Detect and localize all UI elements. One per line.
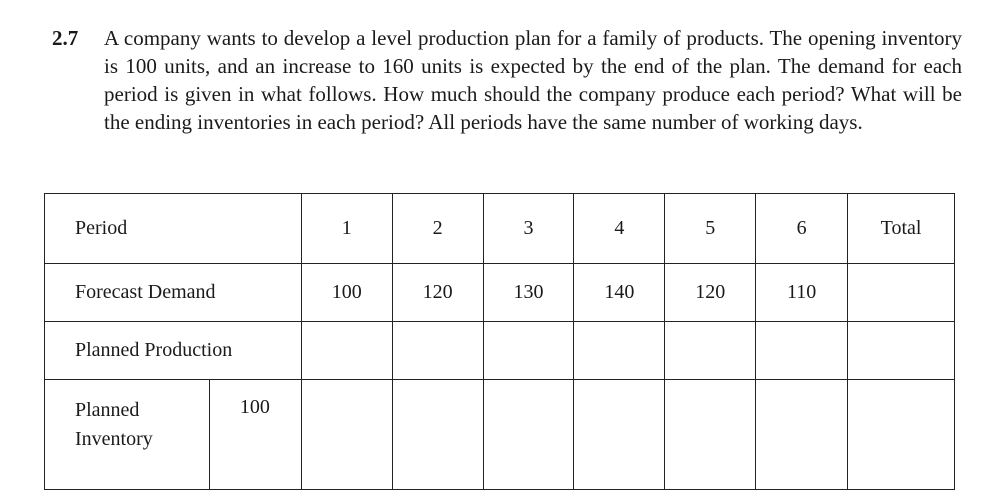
table-row-period bbox=[45, 194, 955, 264]
production-cell bbox=[574, 322, 665, 380]
forecast-cell: 110 bbox=[756, 264, 848, 322]
table-row-forecast bbox=[45, 264, 955, 322]
inventory-cell bbox=[756, 380, 848, 490]
period-cell: 4 bbox=[574, 194, 665, 264]
forecast-cell: 120 bbox=[392, 264, 483, 322]
inventory-label-line2: Inventory bbox=[75, 428, 153, 450]
production-label: Planned Production bbox=[45, 322, 302, 380]
forecast-cell: 100 bbox=[301, 264, 392, 322]
inventory-cell bbox=[392, 380, 483, 490]
table-row-production bbox=[45, 322, 955, 380]
total-header: Total bbox=[848, 194, 955, 264]
inventory-opening-cell: 100 bbox=[209, 380, 301, 490]
production-total-cell bbox=[848, 322, 955, 380]
period-header-label: Period bbox=[45, 194, 302, 264]
production-cell bbox=[483, 322, 574, 380]
period-cell: 1 bbox=[301, 194, 392, 264]
forecast-cell: 130 bbox=[483, 264, 574, 322]
period-cell: 5 bbox=[665, 194, 756, 264]
inventory-cell bbox=[483, 380, 574, 490]
forecast-cell: 140 bbox=[574, 264, 665, 322]
table-row-inventory bbox=[45, 380, 955, 490]
inventory-cell bbox=[301, 380, 392, 490]
inventory-label bbox=[45, 380, 210, 490]
production-cell bbox=[392, 322, 483, 380]
production-cell bbox=[756, 322, 848, 380]
production-cell bbox=[301, 322, 392, 380]
problem-statement bbox=[52, 24, 962, 136]
period-cell: 2 bbox=[392, 194, 483, 264]
problem-text: A company wants to develop a level production plan for a family of products. The opening inventory is 100 units, and an increase to 160 units is expected by the end of the plan. The demand for each period is given in what follows. How much should the company produce each period? What will be the ending inventories in each period? All periods have the same number of working days. bbox=[104, 26, 962, 134]
forecast-total-cell bbox=[848, 264, 955, 322]
production-cell bbox=[665, 322, 756, 380]
inventory-total-cell bbox=[848, 380, 955, 490]
production-plan-table bbox=[44, 193, 955, 490]
inventory-cell bbox=[574, 380, 665, 490]
problem-number: 2.7 bbox=[52, 26, 79, 50]
inventory-cell bbox=[665, 380, 756, 490]
inventory-label-line1: Planned bbox=[75, 399, 140, 421]
period-cell: 3 bbox=[483, 194, 574, 264]
forecast-label: Forecast Demand bbox=[45, 264, 302, 322]
forecast-cell: 120 bbox=[665, 264, 756, 322]
period-cell: 6 bbox=[756, 194, 848, 264]
